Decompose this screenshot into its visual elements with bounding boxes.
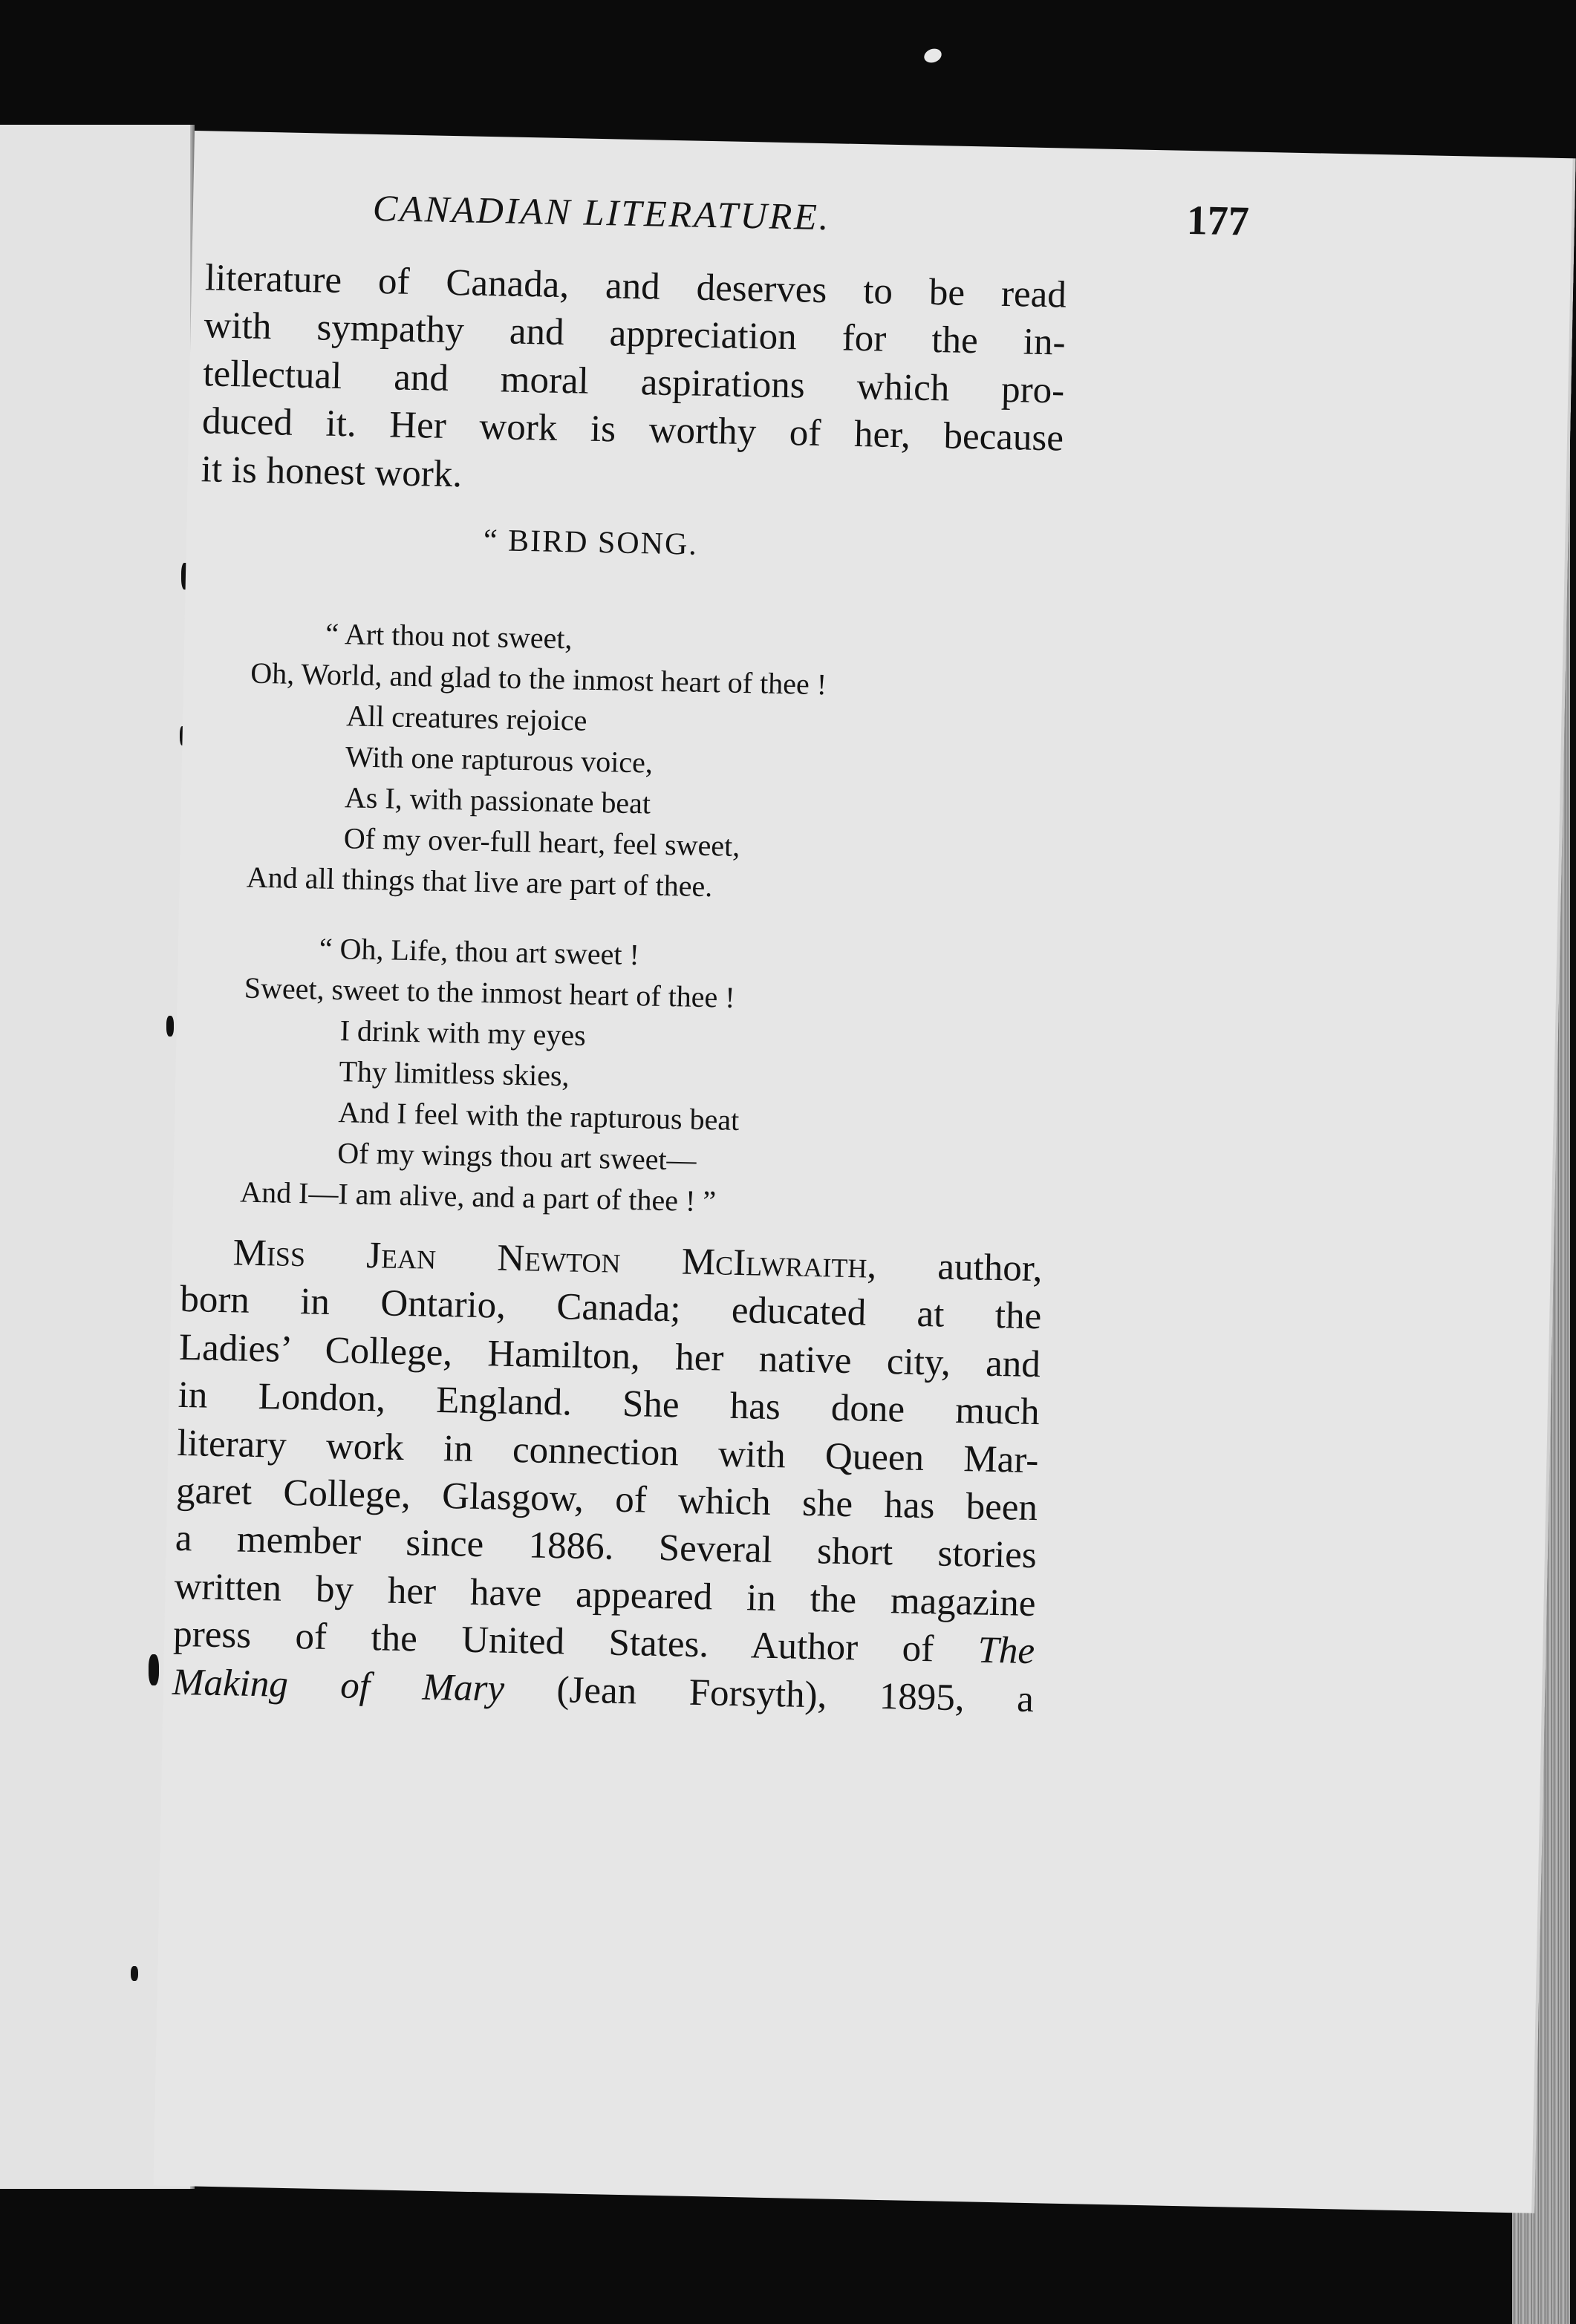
bio-paragraph	[172, 1228, 1043, 1723]
poem-stanza-1	[246, 612, 827, 909]
paragraph-text: author,	[937, 1246, 1043, 1290]
poem-line: With one rapturous voice,	[345, 740, 654, 780]
paragraph-line: it is honest work.	[201, 448, 463, 495]
gutter-mark	[149, 1654, 159, 1685]
poem-line: And I feel with the rapturous beat	[338, 1095, 740, 1137]
book-title-italic: The	[977, 1629, 1035, 1673]
poem-line: As I, with passionate beat	[344, 780, 651, 820]
author-name: Miss Jean Newton McIlwraith,	[232, 1232, 877, 1287]
running-title: CANADIAN LITERATURE.	[372, 186, 831, 238]
paragraph-text: (Jean Forsyth), 1895, a	[556, 1668, 1035, 1720]
paragraph-line: duced it. Her work is worthy of her, because	[201, 400, 1064, 460]
gutter-mark	[166, 1016, 174, 1037]
poem-line: Of my over-full heart, feel sweet,	[343, 821, 740, 863]
poem-line: And I—I am alive, and a part of thee ! ”	[239, 1175, 717, 1218]
poem-line: And all things that live are part of thee.	[246, 860, 713, 904]
book-title-italic: Making of Mary	[172, 1661, 505, 1710]
poem-title: “ BIRD SONG.	[483, 523, 699, 562]
paragraph-line: in London, England. She has done much	[178, 1374, 1041, 1434]
intro-paragraph	[201, 254, 1067, 510]
poem-line: “ Oh, Life, thou art sweet !	[319, 931, 640, 972]
scan-speck	[922, 46, 944, 65]
poem-line: All creatures rejoice	[345, 699, 587, 737]
paragraph-line: literature of Canada, and deserves to be read	[204, 257, 1067, 316]
poem-line: Oh, World, and glad to the inmost heart of thee !	[250, 656, 827, 702]
paragraph-line: garet College, Glasgow, of which she has been	[175, 1469, 1038, 1530]
paragraph-text: press of the United States. Author of	[172, 1613, 934, 1671]
paragraph-line: born in Ontario, Canada; educated at the	[179, 1279, 1042, 1338]
poem-line: Of my wings thou art sweet—	[336, 1136, 697, 1177]
paragraph-line: with sympathy and appreciation for the in-	[203, 304, 1067, 364]
page-number: 177	[1186, 197, 1250, 245]
poem-line: Sweet, sweet to the inmost heart of thee !	[244, 970, 736, 1014]
gutter-mark	[131, 1966, 138, 1981]
paragraph-line: tellectual and moral aspirations which pro-	[202, 353, 1065, 412]
paragraph-line: written by her have appeared in the magazine	[174, 1565, 1036, 1625]
paragraph-line: a member since 1886. Several short stories	[175, 1518, 1038, 1577]
paragraph-line: literary work in connection with Queen Mar-	[176, 1422, 1039, 1481]
poem-line: I drink with my eyes	[339, 1014, 587, 1052]
paragraph-line: Ladies’ College, Hamilton, her native city, and	[178, 1326, 1041, 1385]
poem-line: “ Art thou not sweet,	[325, 616, 573, 656]
running-head	[372, 180, 1249, 258]
poem-stanza-2	[240, 927, 743, 1222]
poem-line: Thy limitless skies,	[339, 1054, 570, 1093]
book-page	[153, 131, 1575, 2213]
